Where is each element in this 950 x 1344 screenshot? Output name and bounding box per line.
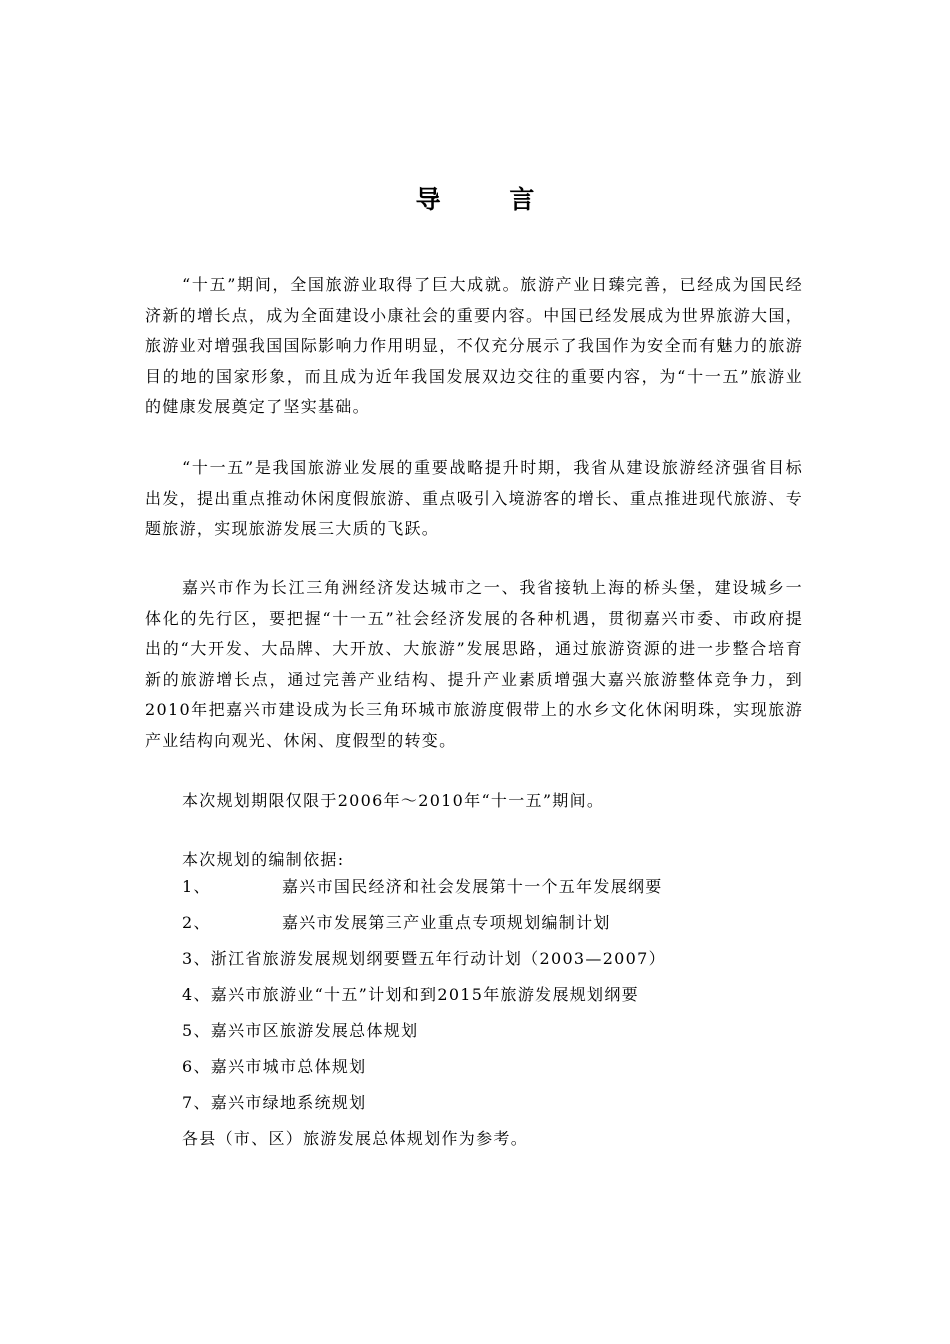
basis-item-3 <box>182 947 840 971</box>
basis-item-number: 4、 <box>182 985 211 1004</box>
basis-item-number: 6、 <box>182 1057 211 1076</box>
basis-item-text: 嘉兴市旅游业“十五”计划和到2015年旅游发展规划纲要 <box>210 985 639 1004</box>
basis-item-2 <box>182 911 840 935</box>
basis-item-4 <box>182 983 840 1007</box>
basis-item-text: 嘉兴市绿地系统规划 <box>210 1093 367 1112</box>
planning-period-statement: 本次规划期限仅限于2006年～2010年“十一五”期间。 <box>182 791 605 810</box>
basis-item-number: 1、 <box>182 877 211 896</box>
basis-item-number: 7、 <box>182 1093 211 1112</box>
basis-item-text: 嘉兴市国民经济和社会发展第十一个五年发展纲要 <box>282 877 663 896</box>
basis-heading: 本次规划的编制依据: <box>182 850 345 869</box>
basis-item-1 <box>182 875 840 899</box>
basis-item-number: 3、 <box>182 949 211 968</box>
basis-item-text: 嘉兴市发展第三产业重点专项规划编制计划 <box>282 913 611 932</box>
basis-item-number: 5、 <box>182 1021 211 1040</box>
basis-item-text: 嘉兴市城市总体规划 <box>210 1057 367 1076</box>
basis-item-6 <box>182 1055 840 1079</box>
basis-item-5 <box>182 1019 840 1043</box>
basis-item-number: 2、 <box>182 913 211 932</box>
paragraph-jiaxing-goals: 嘉兴市作为长江三角洲经济发达城市之一、我省接轨上海的桥头堡，建设城乡一体化的先行区，要把握“十一五”社会经济发展的各种机遇，贯彻嘉兴市委、市政府提出的“大开发、大品牌、大开放、大旅游”发展思路，通过旅游资源的进一步整合培育新的旅游增长点，通过完善产业结构、提升产业素质增强大嘉兴旅游整体竞争力，到2010年把嘉兴市建设成为长三角环城市旅游度假带上的水乡文化休闲明珠，实现旅游产业结构向观光、休闲、度假型的转变。 <box>145 578 803 750</box>
basis-item-text: 嘉兴市区旅游发展总体规划 <box>210 1021 419 1040</box>
closing-reference-note: 各县（市、区）旅游发展总体规划作为参考。 <box>182 1129 529 1148</box>
paragraph-eleventh-five-year-strategy: “十一五”是我国旅游业发展的重要战略提升时期，我省从建设旅游经济强省目标出发，提出重点推动休闲度假旅游、重点吸引入境游客的增长、重点推进现代旅游、专题旅游，实现旅游发展三大质的飞跃。 <box>145 458 803 538</box>
basis-item-text: 浙江省旅游发展规划纲要暨五年行动计划（2003—2007） <box>210 949 666 968</box>
basis-item-7 <box>182 1091 840 1115</box>
paragraph-tenth-five-year-achievements: “十五”期间，全国旅游业取得了巨大成就。旅游产业日臻完善，已经成为国民经济新的增长点，成为全面建设小康社会的重要内容。中国已经发展成为世界旅游大国，旅游业对增强我国国际影响力作用明显，不仅充分展示了我国作为安全而有魅力的旅游目的地的国家形象，而且成为近年我国发展双边交往的重要内容，为“十一五”旅游业的健康发展奠定了坚实基础。 <box>145 275 803 416</box>
page-title: 导 言 <box>415 185 565 214</box>
